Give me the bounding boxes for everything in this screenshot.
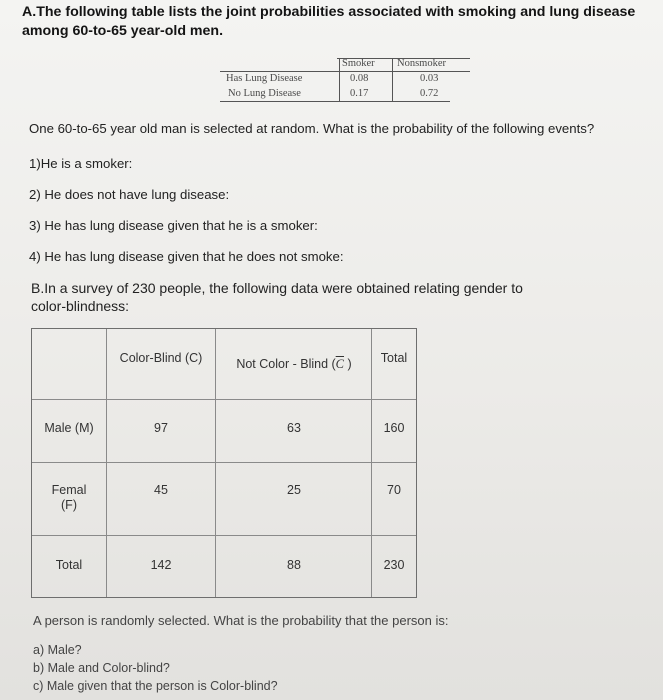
header-color-blind: Color-Blind (C) [119,351,203,365]
color-blindness-table [31,328,417,598]
question-2: 2) He does not have lung disease: [29,187,230,202]
heading-line-2: among 60-to-65 year-old men. [22,23,224,39]
cell-male-colorblind: 97 [154,421,168,435]
row-female [32,483,106,513]
cell-has-disease-nonsmoker: 0.03 [420,73,439,84]
row-has-lung-disease: Has Lung Disease [226,73,303,84]
cell-no-disease-nonsmoker: 0.72 [420,88,439,99]
part-b-questions-intro: A person is randomly selected. What is the probability that the person is: [33,613,449,628]
cell-female-colorblind: 45 [154,483,168,497]
part-b-intro-line-1: B.In a survey of 230 people, the following data were obtained relating gender to [31,280,523,296]
question-b-a: a) Male? [33,643,82,657]
cell-male-total: 160 [383,421,405,435]
header-not-color-blind-prefix: Not Color - Blind ( [236,357,336,371]
cell-has-disease-smoker: 0.08 [350,73,369,84]
problem-heading [22,3,652,41]
row-total: Total [55,558,83,572]
cell-no-disease-smoker: 0.17 [350,88,369,99]
question-3: 3) He has lung disease given that he is a smoker: [29,218,318,233]
header-not-color-blind-suffix: ) [344,357,352,371]
c-complement-symbol: $\overline{C}$ [335,357,345,371]
cell-male-not-colorblind: 63 [287,421,301,435]
header-smoker: Smoker [342,58,375,69]
cell-female-not-colorblind: 25 [287,483,301,497]
question-b-b: b) Male and Color-blind? [33,661,170,675]
smoking-probability-table [220,56,470,104]
question-1: 1)He is a smoker: [29,156,133,171]
question-b-c: c) Male given that the person is Color-blind? [33,679,278,693]
cell-total-colorblind: 142 [150,558,172,572]
part-a-intro: One 60-to-65 year old man is selected at random. What is the probability of the following events? [29,121,595,136]
part-b-intro-line-2: color-blindness: [31,298,130,314]
heading-line-1: A.The following table lists the joint probabilities associated with smoking and lung disease [22,4,636,20]
row-female-line-2: (F) [61,498,77,512]
part-b-intro [31,279,651,315]
header-total: Total [380,351,408,365]
header-nonsmoker: Nonsmoker [397,58,446,69]
cell-total-not-colorblind: 88 [287,558,301,572]
row-no-lung-disease: No Lung Disease [228,88,301,99]
cell-female-total: 70 [387,483,401,497]
row-male: Male (M) [44,421,94,435]
cell-grand-total: 230 [383,558,405,572]
question-4: 4) He has lung disease given that he does not smoke: [29,249,344,264]
header-not-color-blind [217,357,371,372]
row-female-line-1: Femal [51,483,87,497]
